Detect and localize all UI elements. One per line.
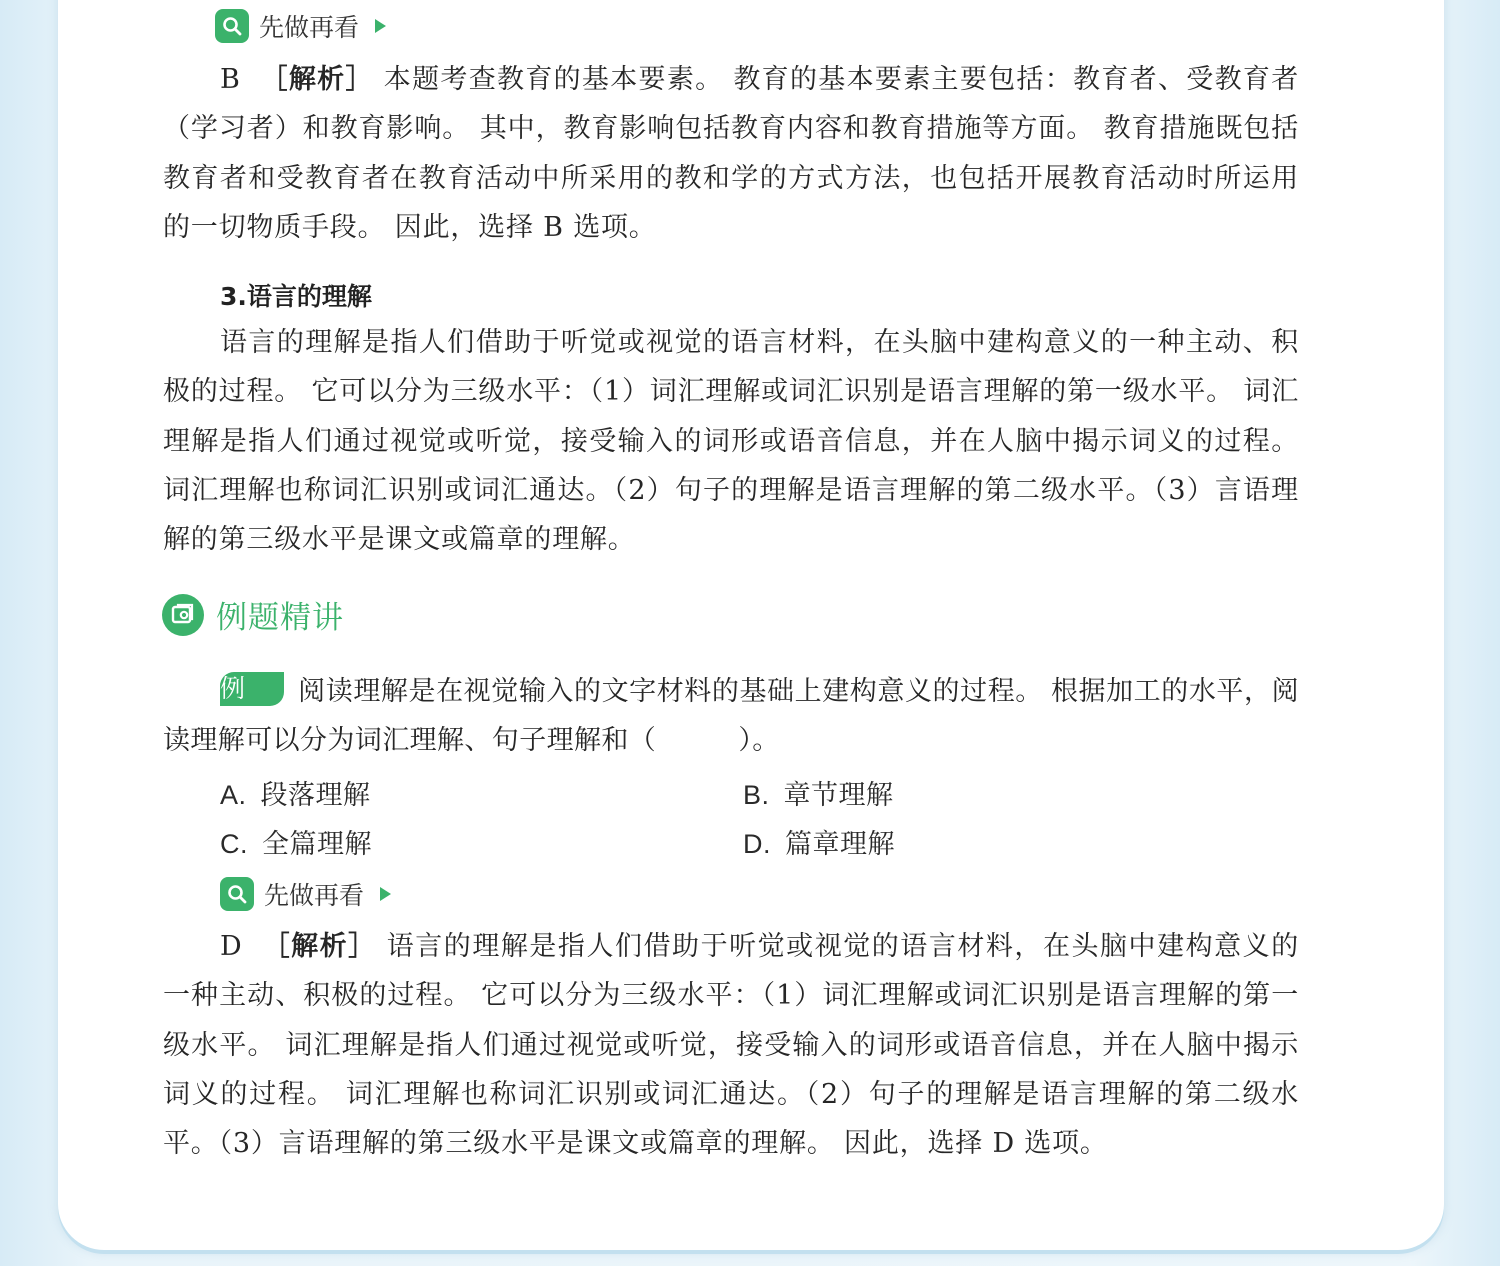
option-a[interactable] [220, 773, 371, 812]
answer-analysis-2 [163, 922, 1299, 1168]
subsection-heading: 3.语言的理解 [220, 282, 372, 311]
option-b[interactable] [743, 773, 894, 812]
analysis-tag: ［解析］ [262, 931, 377, 961]
option-d[interactable] [743, 822, 895, 861]
check-tag-label: 先做再看 [259, 14, 360, 42]
answer-letter: D [220, 931, 243, 962]
option-text: 全篇理解 [262, 829, 372, 859]
subsection-body: 语言的理解是指人们借助于听觉或视觉的语言材料，在头脑中建构意义的一种主动、积极的过程。 它可以分为三级水平：（1）词汇理解或词汇识别是语言理解的第一级水平。 词汇理解是指人们通过视觉或听觉，接受输入的词形或语音信息，并在人脑中揭示词义的过程。 词汇理解也称词汇识别或词汇通达。（2）句子的理解是语言理解的第二级水平。（3）言语理解的第三级水平是课文或篇章的理解。 [163, 327, 1299, 556]
option-text: 篇章理解 [785, 829, 895, 859]
answer-letter: B [220, 64, 241, 95]
analysis-text: 本题考查教育的基本要素。 教育的基本要素主要包括：教育者、受教育者（学习者）和教育影响。 其中，教育影响包括教育内容和教育措施等方面。 教育措施既包括教育者和受教育者在教育活动中所采用的教和学的方式方法，也包括开展教育活动时所运用的一切物质手段。 因此，选择 B 选项。 [163, 64, 1299, 243]
check-then-look-tag [220, 876, 391, 912]
example-question [163, 667, 1299, 766]
analysis-tag: ［解析］ [260, 64, 374, 94]
option-text: 章节理解 [783, 780, 894, 810]
option-letter: A. [220, 780, 247, 810]
analysis-text: 语言的理解是指人们借助于听觉或视觉的语言材料，在头脑中建构意义的一种主动、积极的过程。 它可以分为三级水平：（1）词汇理解或词汇识别是语言理解的第一级水平。 词汇理解是指人们通过视觉或听觉，接受输入的词形或语音信息，并在人脑中揭示词义的过程。 词汇理解也称词汇识别或词汇通达。（2）句子的理解是语言理解的第二级水平。（3）言语理解的第三级水平是课文或篇章的理解。 因此，选择 D 选项。 [163, 931, 1300, 1160]
option-letter: B. [743, 780, 770, 810]
example-question-text: 阅读理解是在视觉输入的文字材料的基础上建构意义的过程。 根据加工的水平，阅读理解可以分为词汇理解、句子理解和（ ）。 [163, 676, 1299, 756]
example-book-icon [162, 594, 204, 636]
option-letter: D. [743, 829, 771, 859]
magnifier-icon [215, 9, 249, 43]
example-section-text: 例题精讲 [216, 600, 344, 635]
check-tag-label: 先做再看 [264, 882, 365, 910]
option-c[interactable] [220, 822, 372, 861]
play-arrow-icon [380, 887, 391, 901]
example-section-title [162, 592, 344, 637]
example-badge: 例 [220, 672, 284, 706]
option-text: 段落理解 [260, 780, 371, 810]
play-arrow-icon [375, 19, 386, 33]
answer-analysis-1 [163, 55, 1299, 252]
magnifier-icon [220, 877, 254, 911]
option-letter: C. [220, 829, 248, 859]
check-then-look-tag [215, 8, 386, 44]
